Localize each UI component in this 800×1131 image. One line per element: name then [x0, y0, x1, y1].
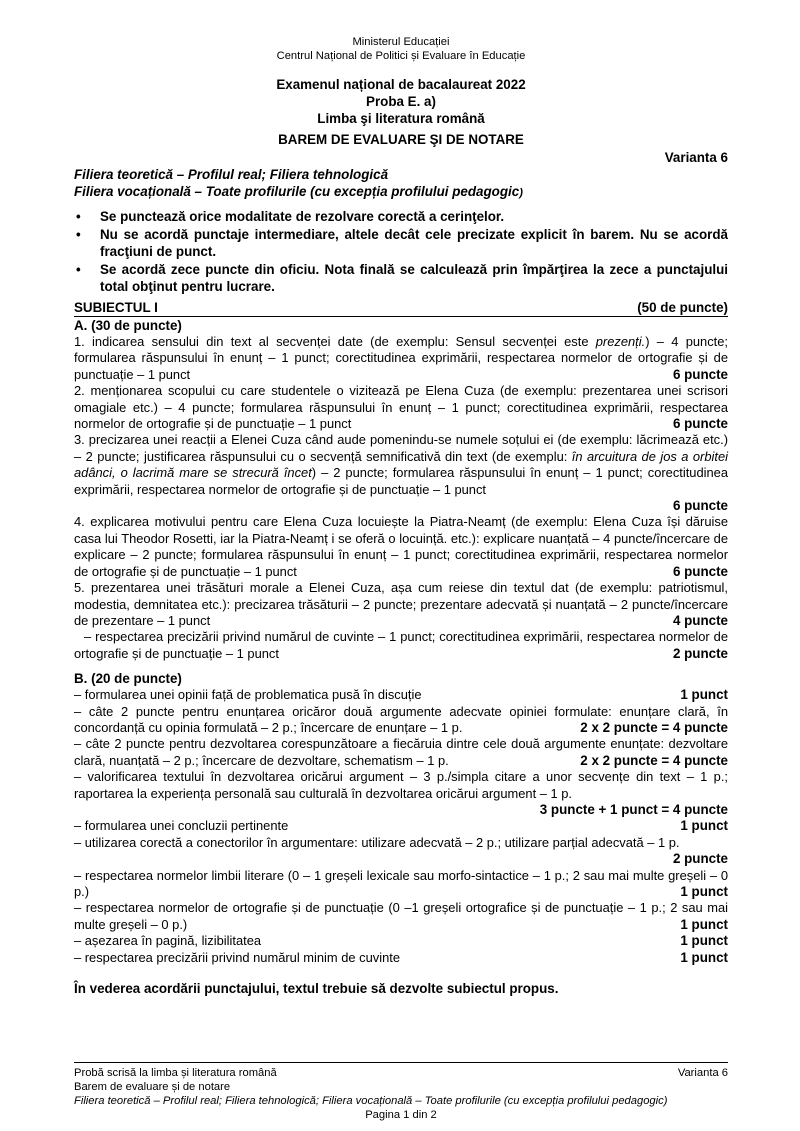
- b-item-3: [74, 736, 728, 769]
- item-1-text-a: 1. indicarea sensului din text al secvenței date (de exemplu: Sensul secvenței este: [74, 334, 596, 349]
- b-item-9: [74, 933, 728, 949]
- part-b-title: B. (20 de puncte): [74, 671, 182, 687]
- b-item-6: [74, 835, 728, 868]
- item-4-points: 6 puncte: [672, 563, 728, 579]
- item-1-text-b: ) – 4 puncte; formularea răspunsului în enunț – 1 punct; corectitudinea exprimării, respectarea normelor de ortografie și de punctuație – 1 punct: [74, 334, 728, 382]
- b-item-10-text: – respectarea precizării privind numărul minim de cuvinte: [74, 949, 400, 965]
- b-item-3-text: – câte 2 puncte pentru dezvoltarea corespunzătoare a fiecăruia dintre cele două argumente enunțate: dezvoltare clară, nuanțată – 2 p.; încercare de dezvoltare, schematism – 1 p.: [74, 736, 728, 768]
- section-points: (50 de puncte): [637, 300, 728, 315]
- footer-exam-name: Probă scrisă la limba și literatura română: [74, 1067, 277, 1079]
- rule-item: [74, 261, 728, 295]
- rule-text: Nu se acordă punctaje intermediare, altele decât cele precizate explicit în barem. Nu se acordă fracţiuni de punct.: [100, 227, 728, 259]
- b-item-3-points: 2 x 2 puncte = 4 puncte: [580, 752, 728, 768]
- b-item-6-points: 2 puncte: [672, 851, 728, 867]
- rule-text: Se punctează orice modalitate de rezolvare corectă a cerinţelor.: [100, 209, 505, 224]
- b-item-2: [74, 704, 728, 737]
- b-item-8-text: – respectarea normelor de ortografie și de punctuație (0 –1 greșeli ortografice și de punctuație – 1 p.; 2 sau mai multe greșeli – 0 p.): [74, 900, 728, 932]
- item-5b-text: – respectarea precizării privind numărul de cuvinte – 1 punct; corectitudinea exprimării, respectarea normelor de ortografie și de punctuație – 1 punct: [74, 629, 728, 661]
- item-1-points: 6 puncte: [672, 366, 728, 382]
- b-item-6-text: – utilizarea corectă a conectorilor în argumentare: utilizare adecvată – 2 p.; utilizare parțial adecvată – 1 p.: [74, 834, 680, 850]
- b-item-1-text: – formularea unei opinii față de problematica pusă în discuție: [74, 687, 422, 703]
- b-item-10-points: 1 punct: [680, 949, 728, 965]
- b-item-4-text: – valorificarea textului în dezvoltarea oricărui argument – 3 p./simpla citare a unor secvențe din text – 1 p.; raportarea la experiența personală sau culturală în dezvoltarea oricărui argument – 1 p.: [74, 769, 728, 801]
- b-item-10: [74, 950, 728, 966]
- item-5: [74, 580, 728, 629]
- footer-row-1: [74, 1066, 728, 1080]
- item-2: [74, 383, 728, 432]
- item-2-points: 6 puncte: [672, 416, 728, 432]
- subject-title: Limba şi literatura română: [317, 111, 485, 126]
- b-item-9-points: 1 punct: [680, 933, 728, 949]
- b-item-9-text: – așezarea în pagină, lizibilitatea: [74, 933, 262, 949]
- footer-filiera: Filiera teoretică – Profilul real; Filiera tehnologică; Filiera vocațională – Toate profilurile (cu excepția profilului pedagogic): [74, 1095, 668, 1107]
- item-5b: [74, 629, 728, 662]
- item-5b-points: 2 puncte: [672, 645, 728, 661]
- general-rules-list: [74, 208, 728, 295]
- part-a-title: A. (30 de puncte): [74, 318, 182, 333]
- barem-title: BAREM DE EVALUARE ŞI DE NOTARE: [278, 132, 524, 147]
- b-item-7-text: – respectarea normelor limbii literare (0 – 1 greșeli lexicale sau morfo-sintactice – 1 p.; 2 sau mai multe greșeli – 0 p.): [74, 867, 728, 899]
- b-item-7-points: 1 punct: [680, 884, 728, 899]
- b-item-7: [74, 868, 728, 901]
- b-item-1-points: 1 punct: [680, 687, 728, 703]
- item-5-points: 4 puncte: [672, 612, 728, 628]
- b-item-4: [74, 769, 728, 802]
- item-4: [74, 514, 728, 580]
- filiera-line-2-text: Filiera vocațională – Toate profilurile (cu excepția profilului pedagogic: [74, 184, 520, 199]
- item-1-italic: prezenți.: [595, 334, 646, 349]
- filiera-line-1: Filiera teoretică – Profilul real; Filiera tehnologică: [74, 167, 389, 182]
- document-page: [74, 0, 728, 1131]
- item-3-italic: în arcuitura de jos a orbitei adânci, o lacrimă mare se strecură încet: [74, 448, 728, 481]
- b-item-2-points: 2 x 2 puncte = 4 puncte: [580, 719, 728, 735]
- b-item-8: [74, 900, 728, 933]
- filiera-line-2: [74, 183, 728, 202]
- b-item-4-points: 3 puncte + 1 punct = 4 puncte: [539, 801, 728, 817]
- footer-page-number: Pagina 1 din 2: [365, 1109, 437, 1121]
- item-5-text: 5. prezentarea unei trăsături morale a Elenei Cuza, așa cum reiese din textul dat (de exemplu: patriotismul, modestia, demnitatea etc.): precizarea trăsăturii – 2 puncte; prezentare adecvată și nuanțată – 2 puncte/încercare de prezentare – 1 punct: [74, 580, 728, 628]
- section-heading-subiect-1: [74, 299, 728, 317]
- item-3-points: 6 puncte: [672, 498, 728, 514]
- exam-title: Examenul național de bacalaureat 2022: [276, 77, 526, 92]
- b-item-1: [74, 687, 728, 703]
- item-3: [74, 432, 728, 498]
- final-note: În vederea acordării punctajului, textul trebuie să dezvolte subiectul propus.: [74, 981, 559, 997]
- variant-label: Varianta 6: [664, 150, 728, 165]
- filiera-line-2-end: ): [519, 187, 523, 199]
- bullet-icon: •: [76, 209, 81, 224]
- bullet-icon: •: [76, 262, 81, 277]
- section-title: SUBIECTUL I: [74, 300, 158, 315]
- item-3-text-a: 3. precizarea unei reacții a Elenei Cuza când aude pomenindu-se numele soțului ei (de exemplu: lăcrimează etc.) – 2 puncte; justificarea răspunsului cu o secvență semnificativă din text (de exemplu:: [74, 432, 728, 464]
- ministry-name: Ministerul Educației: [352, 36, 450, 48]
- b-item-5-points: 1 punct: [680, 818, 728, 834]
- footer-variant: Varianta 6: [677, 1067, 728, 1079]
- item-2-text: 2. menționarea scopului cu care studentele o vizitează pe Elena Cuza (de exemplu: prezentarea unei scrisori omagiale etc.) – 4 puncte; formularea răspunsului în enunț – 1 punct; corectitudinea exprimării, respectarea normelor de ortografie și de punctuație – 1 punct: [74, 383, 728, 432]
- b-item-5-text: – formularea unei concluzii pertinente: [74, 818, 289, 834]
- item-1: [74, 334, 728, 383]
- rule-text: Se acordă zece puncte din oficiu. Nota finală se calculează prin împărţirea la zece a punctajului total obţinut pentru lucrare.: [100, 262, 728, 294]
- bullet-icon: •: [76, 227, 81, 242]
- item-4-text: 4. explicarea motivului pentru care Elena Cuza locuiește la Piatra-Neamț (de exemplu: Elena Cuza își dăruise casa lui Theodor Rosetti, iar la Piatra-Neamț i se oferă o locuință. etc.): explicare nuanțată – 4 puncte/încercare de explicare – 2 puncte; formularea răspunsului în enunț – 1 punct; corectitudinea exprimării, respectarea normelor de ortografie și de punctuație – 1 punct: [74, 514, 728, 579]
- b-item-2-text: – câte 2 puncte pentru enunțarea oricăror două argumente adecvate opiniei formulate: enunțare clară, în concordanță cu opinia formulată – 2 p.; încercare de enunțare – 1 p.: [74, 703, 728, 735]
- rule-item: [74, 208, 728, 225]
- b-item-5: [74, 818, 728, 834]
- b-item-8-points: 1 punct: [680, 916, 728, 932]
- rule-item: [74, 226, 728, 260]
- center-name: Centrul Național de Politici și Evaluare în Educație: [276, 50, 526, 62]
- page-footer: [74, 1062, 728, 1122]
- proba-title: Proba E. a): [366, 94, 436, 109]
- footer-barem: Barem de evaluare și de notare: [74, 1081, 231, 1093]
- item-3-text-b: ) – 2 puncte; formularea răspunsului în enunț – 1 punct; corectitudinea exprimării, respectarea normelor de ortografie și de punctuație – 1 punct: [74, 465, 729, 497]
